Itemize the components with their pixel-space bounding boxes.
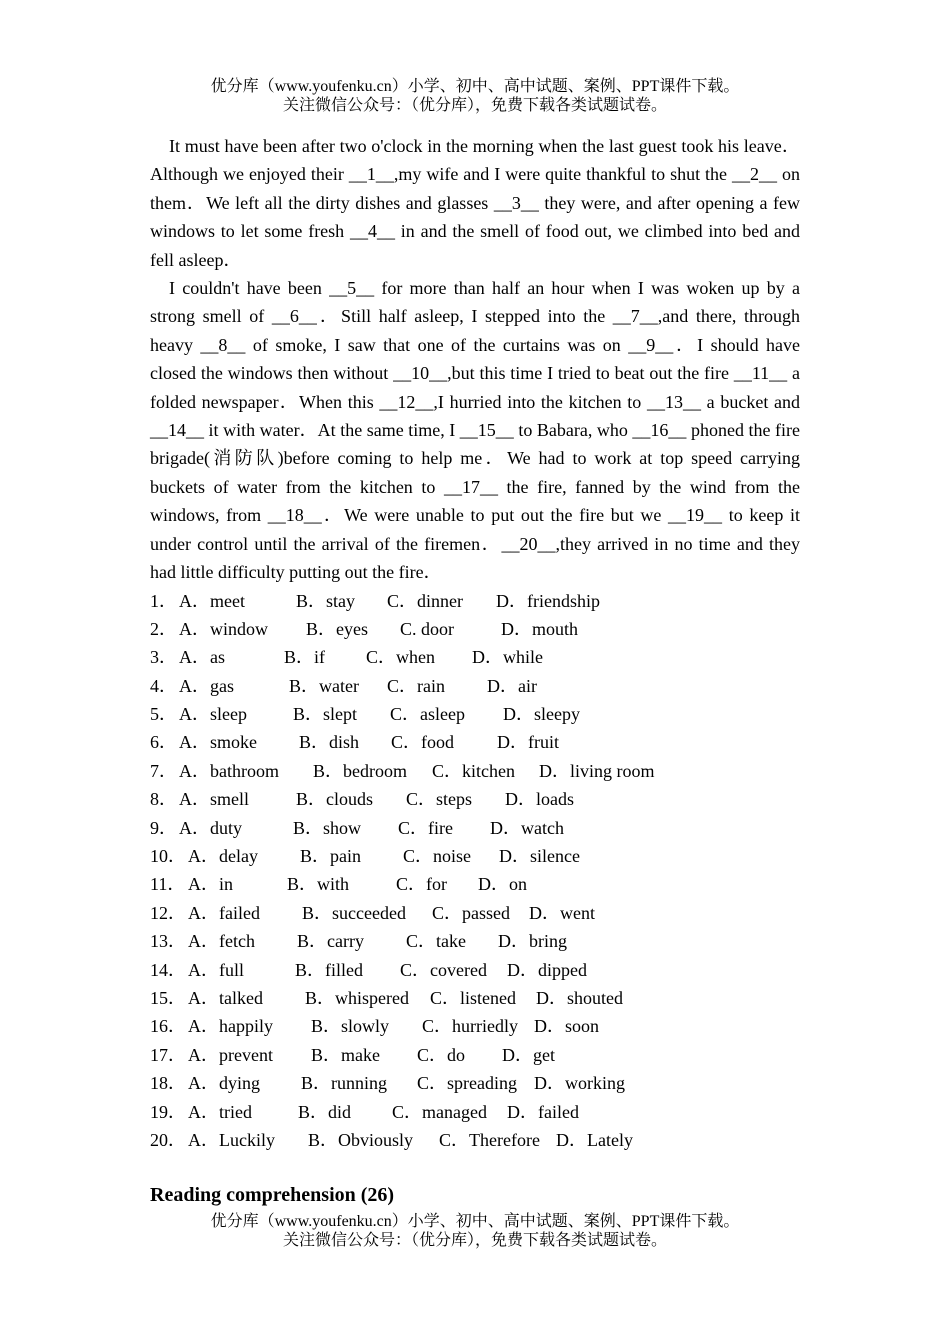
option-c: C. door [400, 618, 454, 639]
question-item [150, 1126, 800, 1154]
option-a: A．tried [188, 1101, 252, 1122]
question-item [150, 814, 800, 842]
option-c: C．noise [403, 846, 472, 867]
option-d: D．while [472, 647, 543, 668]
option-a: A．failed [188, 902, 260, 923]
question-number: 1． [150, 590, 177, 611]
option-a: A．window [179, 618, 268, 639]
passage-paragraph-1: It must have been after two o'clock in the morning when the last guest took his leave．Although we enjoyed their __1__,my wife and I were quite thankful to shut the __2__ on them．We left all the dirty dishes and glasses __3__ they were, and after opening a few windows to let some fresh __4__ in and the smell of food out, we climbed into bed and fell asleep． [150, 136, 800, 270]
question-number: 6． [150, 732, 177, 753]
question-item [150, 615, 800, 643]
question-item [150, 1069, 800, 1097]
option-a: A．talked [188, 987, 263, 1008]
question-item [150, 984, 800, 1012]
option-a: A．Luckily [188, 1129, 275, 1150]
option-a: A．prevent [188, 1044, 273, 1065]
option-d: D．fruit [497, 732, 559, 753]
question-number: 5． [150, 704, 177, 725]
option-b: B．dish [299, 732, 360, 753]
option-a: A．fetch [188, 931, 255, 952]
question-item [150, 1098, 800, 1126]
option-a: A．duty [179, 817, 242, 838]
question-item [150, 956, 800, 984]
option-c: C．asleep [390, 704, 465, 725]
option-d: D．on [478, 874, 527, 895]
option-a: A．dying [188, 1073, 260, 1094]
option-c: C．food [391, 732, 454, 753]
question-number: 16． [150, 1016, 186, 1037]
question-number: 9． [150, 817, 177, 838]
option-d: D．Lately [556, 1129, 633, 1150]
question-item [150, 587, 800, 615]
option-c: C．dinner [387, 590, 463, 611]
question-number: 14． [150, 959, 186, 980]
option-a: A．in [188, 874, 233, 895]
option-c: C．hurriedly [422, 1016, 518, 1037]
question-item [150, 899, 800, 927]
question-number: 15． [150, 987, 186, 1008]
option-d: D．watch [490, 817, 564, 838]
footer-line-1: 优分库（www.youfenku.cn）小学、初中、高中试题、案例、PPT课件下载。 [210, 1213, 740, 1230]
question-number: 18． [150, 1073, 186, 1094]
option-d: D．working [534, 1073, 625, 1094]
option-a: A．sleep [179, 704, 247, 725]
option-c: C．managed [392, 1101, 487, 1122]
option-c: C．Therefore [439, 1129, 540, 1150]
option-b: B．did [298, 1101, 352, 1122]
question-item [150, 757, 800, 785]
question-number: 12． [150, 902, 186, 923]
question-item [150, 672, 800, 700]
option-c: C．do [417, 1044, 466, 1065]
option-d: D．loads [505, 789, 574, 810]
option-d: D．silence [499, 846, 580, 867]
question-item [150, 870, 800, 898]
option-b: B．bedroom [313, 760, 407, 781]
option-d: D．bring [498, 931, 567, 952]
question-number: 17． [150, 1044, 186, 1065]
option-c: C．passed [432, 902, 510, 923]
option-b: B．with [287, 874, 350, 895]
option-b: B．if [284, 647, 326, 668]
option-b: B．make [311, 1044, 380, 1065]
option-c: C．spreading [417, 1073, 517, 1094]
question-number: 11． [150, 874, 186, 895]
option-b: B．Obviously [308, 1129, 414, 1150]
passage-paragraph-2: I couldn't have been __5__ for more than half an hour when I was woken up by a strong smell of __6__．Still half asleep, I stepped into the __7__,and there, through heavy __8__ of smoke, I saw that one of the curtains was on __9__．I should have closed the windows then without __10__,but this time I tried to beat out the fire __11__ a folded newspaper．When this __12__,I hurried into the kitchen to __13__ a bucket and __14__ it with water．At the same time, I __15__ to Babara, who __16__ phoned the fire brigade(消防队)before coming to help me．We had to work at top speed carrying buckets of water from the kitchen to __17__ the fire, fanned by the wind from the windows, from __18__．We were unable to put out the fire but we __19__ to keep it under control until the arrival of the firemen．__20__,they arrived in no time and they had little difficulty putting out the fire． [150, 278, 800, 583]
option-a: A．delay [188, 846, 258, 867]
option-c: C．when [366, 647, 435, 668]
option-d: D．failed [507, 1101, 579, 1122]
question-item [150, 927, 800, 955]
option-d: D．sleepy [503, 704, 580, 725]
option-b: B．clouds [296, 789, 374, 810]
option-b: B．eyes [306, 618, 368, 639]
question-item [150, 842, 800, 870]
question-item [150, 785, 800, 813]
option-b: B．stay [296, 590, 356, 611]
section-heading: Reading comprehension (26) [150, 1184, 395, 1206]
option-a: A．gas [179, 675, 234, 696]
question-number: 4． [150, 675, 177, 696]
option-a: A．happily [188, 1016, 273, 1037]
question-item [150, 643, 800, 671]
question-number: 8． [150, 789, 177, 810]
option-d: D．dipped [507, 959, 587, 980]
question-item [150, 1041, 800, 1069]
footer-line-2: 关注微信公众号：（优分库），免费下载各类试题试卷。 [282, 1232, 667, 1249]
question-number: 13． [150, 931, 186, 952]
header-line-2: 关注微信公众号：（优分库），免费下载各类试题试卷。 [282, 97, 667, 114]
option-d: D．soon [534, 1016, 600, 1037]
header-line-1: 优分库（www.youfenku.cn）小学、初中、高中试题、案例、PPT课件下载。 [210, 78, 740, 95]
page-header [0, 77, 950, 115]
option-b: B．carry [297, 931, 364, 952]
question-number: 19． [150, 1101, 186, 1122]
option-b: B．succeeded [302, 902, 406, 923]
page-footer [0, 1212, 950, 1250]
option-a: A．smell [179, 789, 249, 810]
question-number: 2． [150, 618, 177, 639]
option-c: C．kitchen [432, 760, 515, 781]
option-d: D．air [487, 675, 537, 696]
question-number: 10． [150, 846, 186, 867]
option-c: C．steps [406, 789, 473, 810]
option-c: C．rain [387, 675, 445, 696]
option-d: D．shouted [536, 987, 623, 1008]
option-a: A．full [188, 959, 244, 980]
question-item [150, 1012, 800, 1040]
question-number: 20． [150, 1129, 186, 1150]
option-d: D．get [502, 1044, 555, 1065]
option-c: C．take [406, 931, 466, 952]
question-item [150, 700, 800, 728]
option-b: B．pain [300, 846, 361, 867]
option-b: B．slowly [311, 1016, 390, 1037]
option-c: C．listened [430, 987, 516, 1008]
option-b: B．filled [295, 959, 363, 980]
option-b: B．slept [293, 704, 358, 725]
question-number: 7． [150, 760, 177, 781]
question-number: 3． [150, 647, 177, 668]
document-body [150, 132, 800, 1154]
option-a: A．smoke [179, 732, 257, 753]
option-d: D．friendship [496, 590, 600, 611]
option-b: B．running [301, 1073, 388, 1094]
option-b: B．show [293, 817, 362, 838]
option-c: C．for [396, 874, 447, 895]
option-b: B．whispered [305, 987, 409, 1008]
option-d: D．went [529, 902, 595, 923]
option-a: A．bathroom [179, 760, 279, 781]
option-d: D．mouth [501, 618, 579, 639]
option-a: A．meet [179, 590, 245, 611]
option-d: D．living room [539, 760, 655, 781]
option-c: C．covered [400, 959, 487, 980]
option-c: C．fire [398, 817, 453, 838]
option-b: B．water [289, 675, 359, 696]
option-a: A．as [179, 647, 225, 668]
question-list [150, 587, 800, 1155]
question-item [150, 728, 800, 756]
